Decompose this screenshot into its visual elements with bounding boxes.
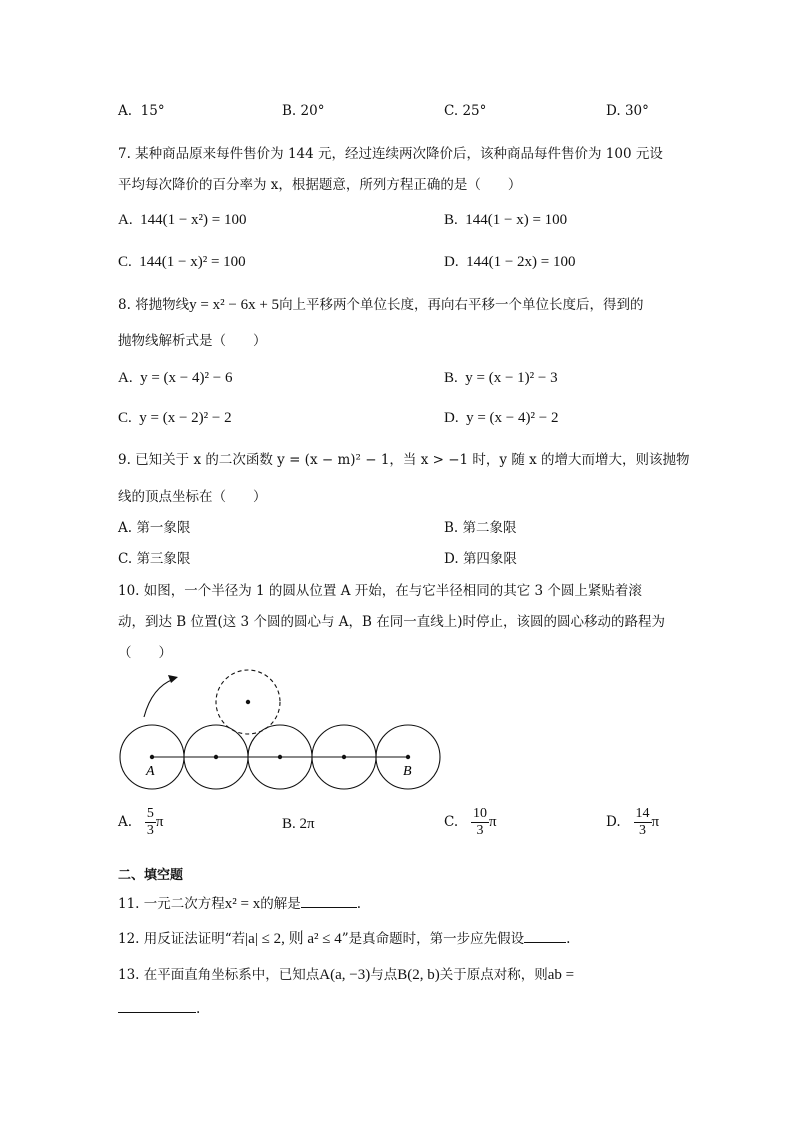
q13-stem: 13. 在平面直角坐标系中，已知点A(a, −3)与点B(2, b)关于原点对称，则ab = — [118, 967, 575, 983]
q8-option-c: C. y = (x − 2)² − 2 — [118, 410, 232, 426]
q11-equation: x² = x — [224, 896, 261, 912]
arrow-head-icon — [168, 675, 178, 683]
q9-option-b: B. 第二象限 — [444, 520, 517, 536]
q10-option-b: B. 2π — [282, 816, 315, 832]
fraction-5-3: $\frac{5}{3}$ — [146, 806, 154, 838]
q7-option-d: D. 144(1 − 2x) = 100 — [444, 254, 576, 270]
q7-option-a: A. 144(1 − x²) = 100 — [118, 212, 247, 228]
center-point-a — [150, 755, 154, 759]
q13-point-a: A(a, −3) — [319, 967, 371, 983]
q6-option-a: A. 15° — [118, 103, 165, 119]
q8-option-a: A. y = (x − 4)² − 6 — [118, 370, 233, 386]
q13-point-b: B(2, b) — [397, 967, 440, 983]
q9-option-c: C. 第三象限 — [118, 551, 191, 567]
q8-stem-line1: 8. 将抛物线y = x² − 6x + 5向上平移两个单位长度，再向右平移一个单位长度后，得到的 — [118, 297, 644, 313]
fraction-10-3: $\frac{10}{3}$ — [473, 806, 488, 838]
center-point-2 — [214, 755, 218, 759]
q7-stem-line1: 7. 某种商品原来每件售价为 144 元，经过连续两次降价后，该种商品每件售价为 100 元设 — [118, 146, 663, 162]
rolling-arrow — [144, 679, 174, 717]
fraction-14-3: $\frac{14}{3}$ — [635, 806, 650, 838]
q13-answer-blank[interactable] — [118, 1000, 196, 1013]
q7-option-b: B. 144(1 − x) = 100 — [444, 212, 568, 228]
q7-stem-line2: 平均每次降价的百分率为 x，根据题意，所列方程正确的是（ ） — [118, 177, 522, 193]
q13-product: ab = — [547, 967, 575, 983]
q10-stem-line3: （ ） — [118, 645, 172, 661]
q8-equation: y = x² − 6x + 5 — [189, 297, 280, 313]
q10-stem-line1: 10. 如图，一个半径为 1 的圆从位置 A 开始，在与它半径相同的其它 3 个圆上紧贴着滚 — [118, 583, 642, 599]
q10-option-a: A. $\frac{5}{3}$ π — [118, 806, 164, 838]
q12-condition: |a| ≤ 2, 则 a² ≤ 4 — [245, 931, 342, 947]
q9-option-a: A. 第一象限 — [118, 520, 191, 536]
label-b: B — [403, 764, 412, 779]
q8-option-b: B. y = (x − 1)² − 3 — [444, 370, 558, 386]
q12-stem: 12. 用反证法证明“若|a| ≤ 2, 则 a² ≤ 4”是真命题时，第一步应先假设 . — [118, 931, 571, 947]
q8-option-d: D. y = (x − 4)² − 2 — [444, 410, 559, 426]
center-point-b — [406, 755, 410, 759]
q6-option-c: C. 25° — [444, 103, 487, 119]
q9-stem-line1: 9. 已知关于 x 的二次函数 y = (x − m)² − 1，当 x > −1 时，y 随 x 的增大而增大，则该抛物 — [118, 452, 690, 468]
q12-answer-blank[interactable] — [524, 930, 566, 943]
q7-option-c: C. 144(1 − x)² = 100 — [118, 254, 246, 270]
q10-stem-line2: 动，到达 B 位置(这 3 个圆的圆心与 A，B 在同一直线上)时停止，该圆的圆心移动的路程为 — [118, 614, 665, 630]
center-point-4 — [342, 755, 346, 759]
q11-stem: 11. 一元二次方程x² = x的解是 . — [118, 896, 362, 912]
q9-option-d: D. 第四象限 — [444, 551, 517, 567]
rolling-circles-figure — [110, 662, 450, 792]
section-heading-fill-in: 二、填空题 — [118, 868, 184, 883]
q6-option-d: D. 30° — [606, 103, 649, 119]
center-point-rolling — [246, 700, 250, 704]
q9-stem-line2: 线的顶点坐标在（ ） — [118, 489, 267, 505]
q10-option-d: D. $\frac{14}{3}$ π — [606, 806, 660, 838]
q10-option-c: C. $\frac{10}{3}$ π — [444, 806, 497, 838]
q6-option-b: B. 20° — [282, 103, 325, 119]
center-point-3 — [278, 755, 282, 759]
q13-answer-line: . — [118, 1000, 200, 1018]
label-a: A — [146, 764, 155, 779]
q8-stem-line2: 抛物线解析式是（ ） — [118, 333, 267, 349]
q11-answer-blank[interactable] — [301, 895, 357, 908]
